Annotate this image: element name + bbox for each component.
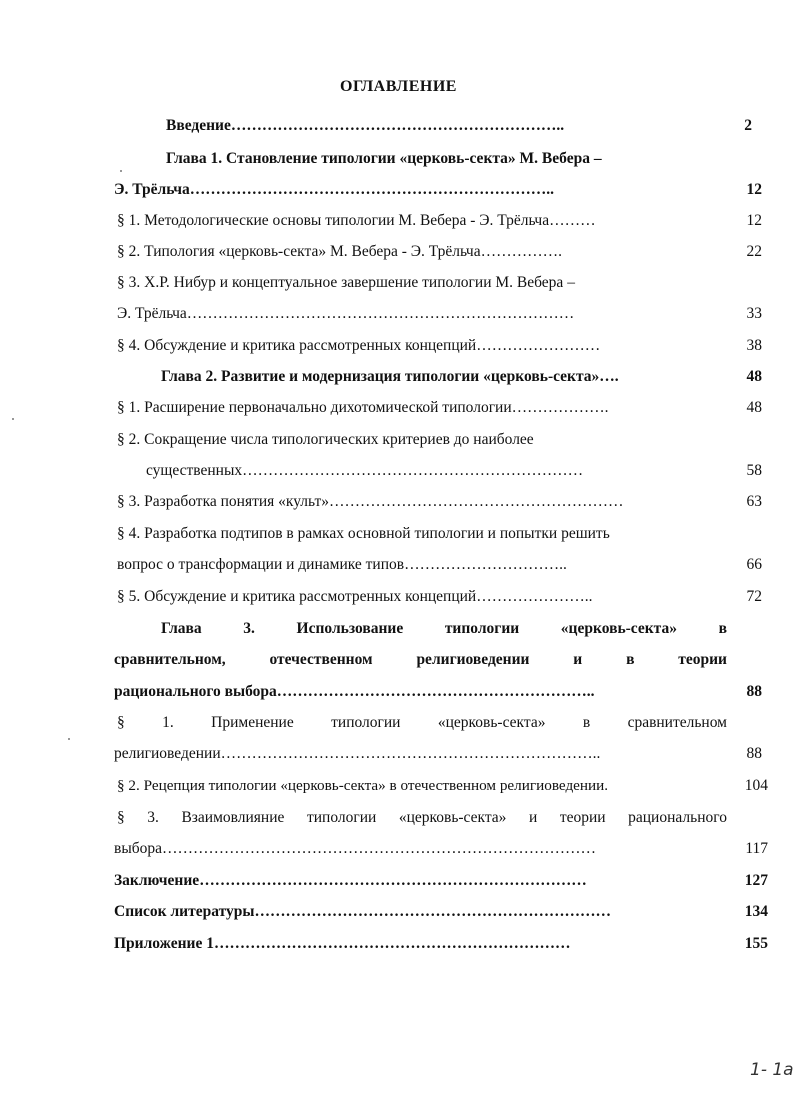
word: 1. bbox=[162, 714, 174, 731]
word: сравнительном, bbox=[114, 651, 226, 668]
toc-section-1-2[interactable] bbox=[117, 242, 562, 262]
word: теории bbox=[678, 651, 727, 668]
leader-dots: ……………………………………………………….. bbox=[230, 117, 565, 134]
entry-text: Приложение 1 bbox=[114, 935, 214, 952]
page-number: 48 bbox=[746, 368, 762, 385]
word: в bbox=[626, 651, 635, 668]
word: типологии bbox=[444, 620, 520, 637]
leader-dots: ………………….. bbox=[476, 588, 593, 605]
toc-chapter-3-line2[interactable] bbox=[114, 650, 727, 670]
page-number: 38 bbox=[746, 337, 762, 354]
toc-chapter-3-line1[interactable] bbox=[161, 619, 727, 639]
entry-text: рационального выбора bbox=[114, 683, 277, 700]
entry-text: § 3. Разработка понятия «культ» bbox=[117, 493, 330, 510]
word: Взаимовлияние bbox=[181, 809, 285, 826]
toc-section-1-3-line2[interactable] bbox=[117, 304, 574, 324]
leader-dots: ………………………………………………………… bbox=[242, 462, 584, 479]
leader-dots: ………………………….. bbox=[404, 556, 567, 573]
entry-text: существенных bbox=[146, 462, 243, 479]
page-number: 134 bbox=[744, 903, 768, 920]
page-number: 2 bbox=[744, 117, 752, 134]
toc-section-3-2[interactable]: § 2. Рецепция типологии «церковь-секта» в отечественном религиоведении. bbox=[117, 777, 609, 794]
leader-dots: …………………… bbox=[476, 337, 601, 354]
word: и bbox=[528, 809, 538, 826]
toc-section-3-3-line2[interactable] bbox=[114, 839, 596, 859]
word: § bbox=[117, 809, 125, 826]
word: Использование bbox=[296, 620, 404, 637]
word: теории bbox=[559, 809, 606, 826]
entry-text: Список литературы bbox=[114, 903, 255, 920]
scan-speck bbox=[68, 738, 70, 740]
toc-appendix-1[interactable] bbox=[114, 934, 570, 954]
toc-section-1-4[interactable] bbox=[117, 336, 600, 356]
leader-dots: ………………………………………………………………………… bbox=[162, 840, 596, 857]
leader-dots: ………………………………………………… bbox=[329, 493, 624, 510]
word: § bbox=[117, 714, 125, 731]
entry-text: выбора bbox=[114, 840, 162, 857]
toc-conclusion[interactable] bbox=[114, 871, 587, 891]
word: 3. bbox=[147, 809, 159, 826]
page-number: 33 bbox=[746, 305, 762, 322]
toc-chapter-2[interactable]: Глава 2. Развитие и модернизация типологии «церковь-секта»…. bbox=[161, 368, 619, 385]
entry-text: § 5. Обсуждение и критика рассмотренных концепций bbox=[117, 588, 477, 605]
word: и bbox=[573, 651, 583, 668]
word: типологии bbox=[306, 809, 377, 826]
page-number: 63 bbox=[746, 493, 762, 510]
word: в bbox=[582, 714, 591, 731]
toc-references[interactable] bbox=[114, 902, 611, 922]
page-number: 104 bbox=[744, 777, 768, 794]
leader-dots: ……………………………………………………………….. bbox=[220, 745, 601, 762]
entry-text: вопрос о трансформации и динамике типов bbox=[117, 556, 405, 573]
toc-chapter-1-line1[interactable]: Глава 1. Становление типологии «церковь-секта» М. Вебера – bbox=[166, 150, 602, 167]
page-number: 155 bbox=[744, 935, 768, 952]
leader-dots: …………………………………………………………….. bbox=[189, 181, 554, 198]
toc-chapter-1-line2[interactable] bbox=[114, 180, 554, 200]
entry-text: религиоведении bbox=[114, 745, 221, 762]
word: в bbox=[718, 620, 727, 637]
toc-section-2-2-line1[interactable]: § 2. Сокращение числа типологических критериев до наиболее bbox=[117, 431, 534, 448]
word: «церковь-секта» bbox=[560, 620, 677, 637]
leader-dots: ………………. bbox=[511, 399, 609, 416]
page-number: 127 bbox=[744, 872, 768, 889]
toc-section-2-4-line2[interactable] bbox=[117, 555, 567, 575]
entry-text: Заключение bbox=[114, 872, 200, 889]
leader-dots: ………………………………………………………………… bbox=[199, 872, 587, 889]
entry-text: § 1. Расширение первоначально дихотомической типологии bbox=[117, 399, 512, 416]
toc-chapter-3-line3[interactable] bbox=[114, 682, 595, 702]
word: сравнительном bbox=[627, 714, 727, 731]
word: отечественном bbox=[269, 651, 373, 668]
toc-title: ОГЛАВЛЕНИЕ bbox=[340, 78, 457, 95]
toc-entry-intro[interactable] bbox=[166, 116, 564, 136]
toc-section-2-4-line1[interactable]: § 4. Разработка подтипов в рамках основной типологии и попытки решить bbox=[117, 525, 610, 542]
handwritten-mark: 1- 1a bbox=[750, 1060, 794, 1080]
leader-dots: ………………………………………………………………… bbox=[186, 305, 575, 322]
entry-text: § 2. Типология «церковь-секта» М. Вебера - Э. Трёльча bbox=[117, 243, 481, 260]
page-number: 72 bbox=[746, 588, 762, 605]
toc-section-2-5[interactable] bbox=[117, 587, 592, 607]
word: рационального bbox=[628, 809, 727, 826]
leader-dots: ……………. bbox=[480, 243, 562, 260]
leader-dots: …………………………………………………….. bbox=[276, 683, 595, 700]
word: типологии bbox=[331, 714, 401, 731]
entry-text: § 1. Методологические основы типологии М. Вебера - Э. Трёльча bbox=[117, 212, 550, 229]
toc-section-3-1-line1[interactable] bbox=[117, 713, 727, 733]
toc-section-1-3-line1[interactable]: § 3. Х.Р. Нибур и концептуальное завершение типологии М. Вебера – bbox=[117, 274, 575, 291]
word: Глава bbox=[161, 620, 202, 637]
page-number: 88 bbox=[746, 683, 762, 700]
scan-speck bbox=[120, 170, 122, 172]
page-number: 66 bbox=[746, 556, 762, 573]
word: религиоведении bbox=[416, 651, 530, 668]
entry-text: Э. Трёльча bbox=[117, 305, 187, 322]
toc-section-2-1[interactable] bbox=[117, 398, 609, 418]
toc-section-2-2-line2[interactable] bbox=[146, 461, 583, 481]
toc-section-1-1[interactable] bbox=[117, 211, 596, 231]
page-number: 58 bbox=[746, 462, 762, 479]
word: «церковь-секта» bbox=[437, 714, 546, 731]
scan-speck bbox=[12, 418, 14, 420]
leader-dots: …………………………………………………………… bbox=[213, 935, 571, 952]
leader-dots: ……… bbox=[549, 212, 596, 229]
toc-section-3-1-line2[interactable] bbox=[114, 744, 600, 764]
word: 3. bbox=[243, 620, 255, 637]
page-number: 88 bbox=[746, 745, 762, 762]
word: «церковь-секта» bbox=[398, 809, 507, 826]
entry-text: Введение bbox=[166, 117, 231, 134]
toc-section-3-3-line1[interactable] bbox=[117, 808, 727, 828]
page-number: 12 bbox=[746, 181, 762, 198]
word: Применение bbox=[211, 714, 294, 731]
entry-text: Э. Трёльча bbox=[114, 181, 190, 198]
page-number: 117 bbox=[745, 840, 768, 857]
entry-text: § 4. Обсуждение и критика рассмотренных концепций bbox=[117, 337, 477, 354]
page-number: 22 bbox=[746, 243, 762, 260]
page-number: 48 bbox=[746, 399, 762, 416]
page-number: 12 bbox=[746, 212, 762, 229]
toc-section-2-3[interactable] bbox=[117, 492, 624, 512]
leader-dots: …………………………………………………………… bbox=[254, 903, 611, 920]
